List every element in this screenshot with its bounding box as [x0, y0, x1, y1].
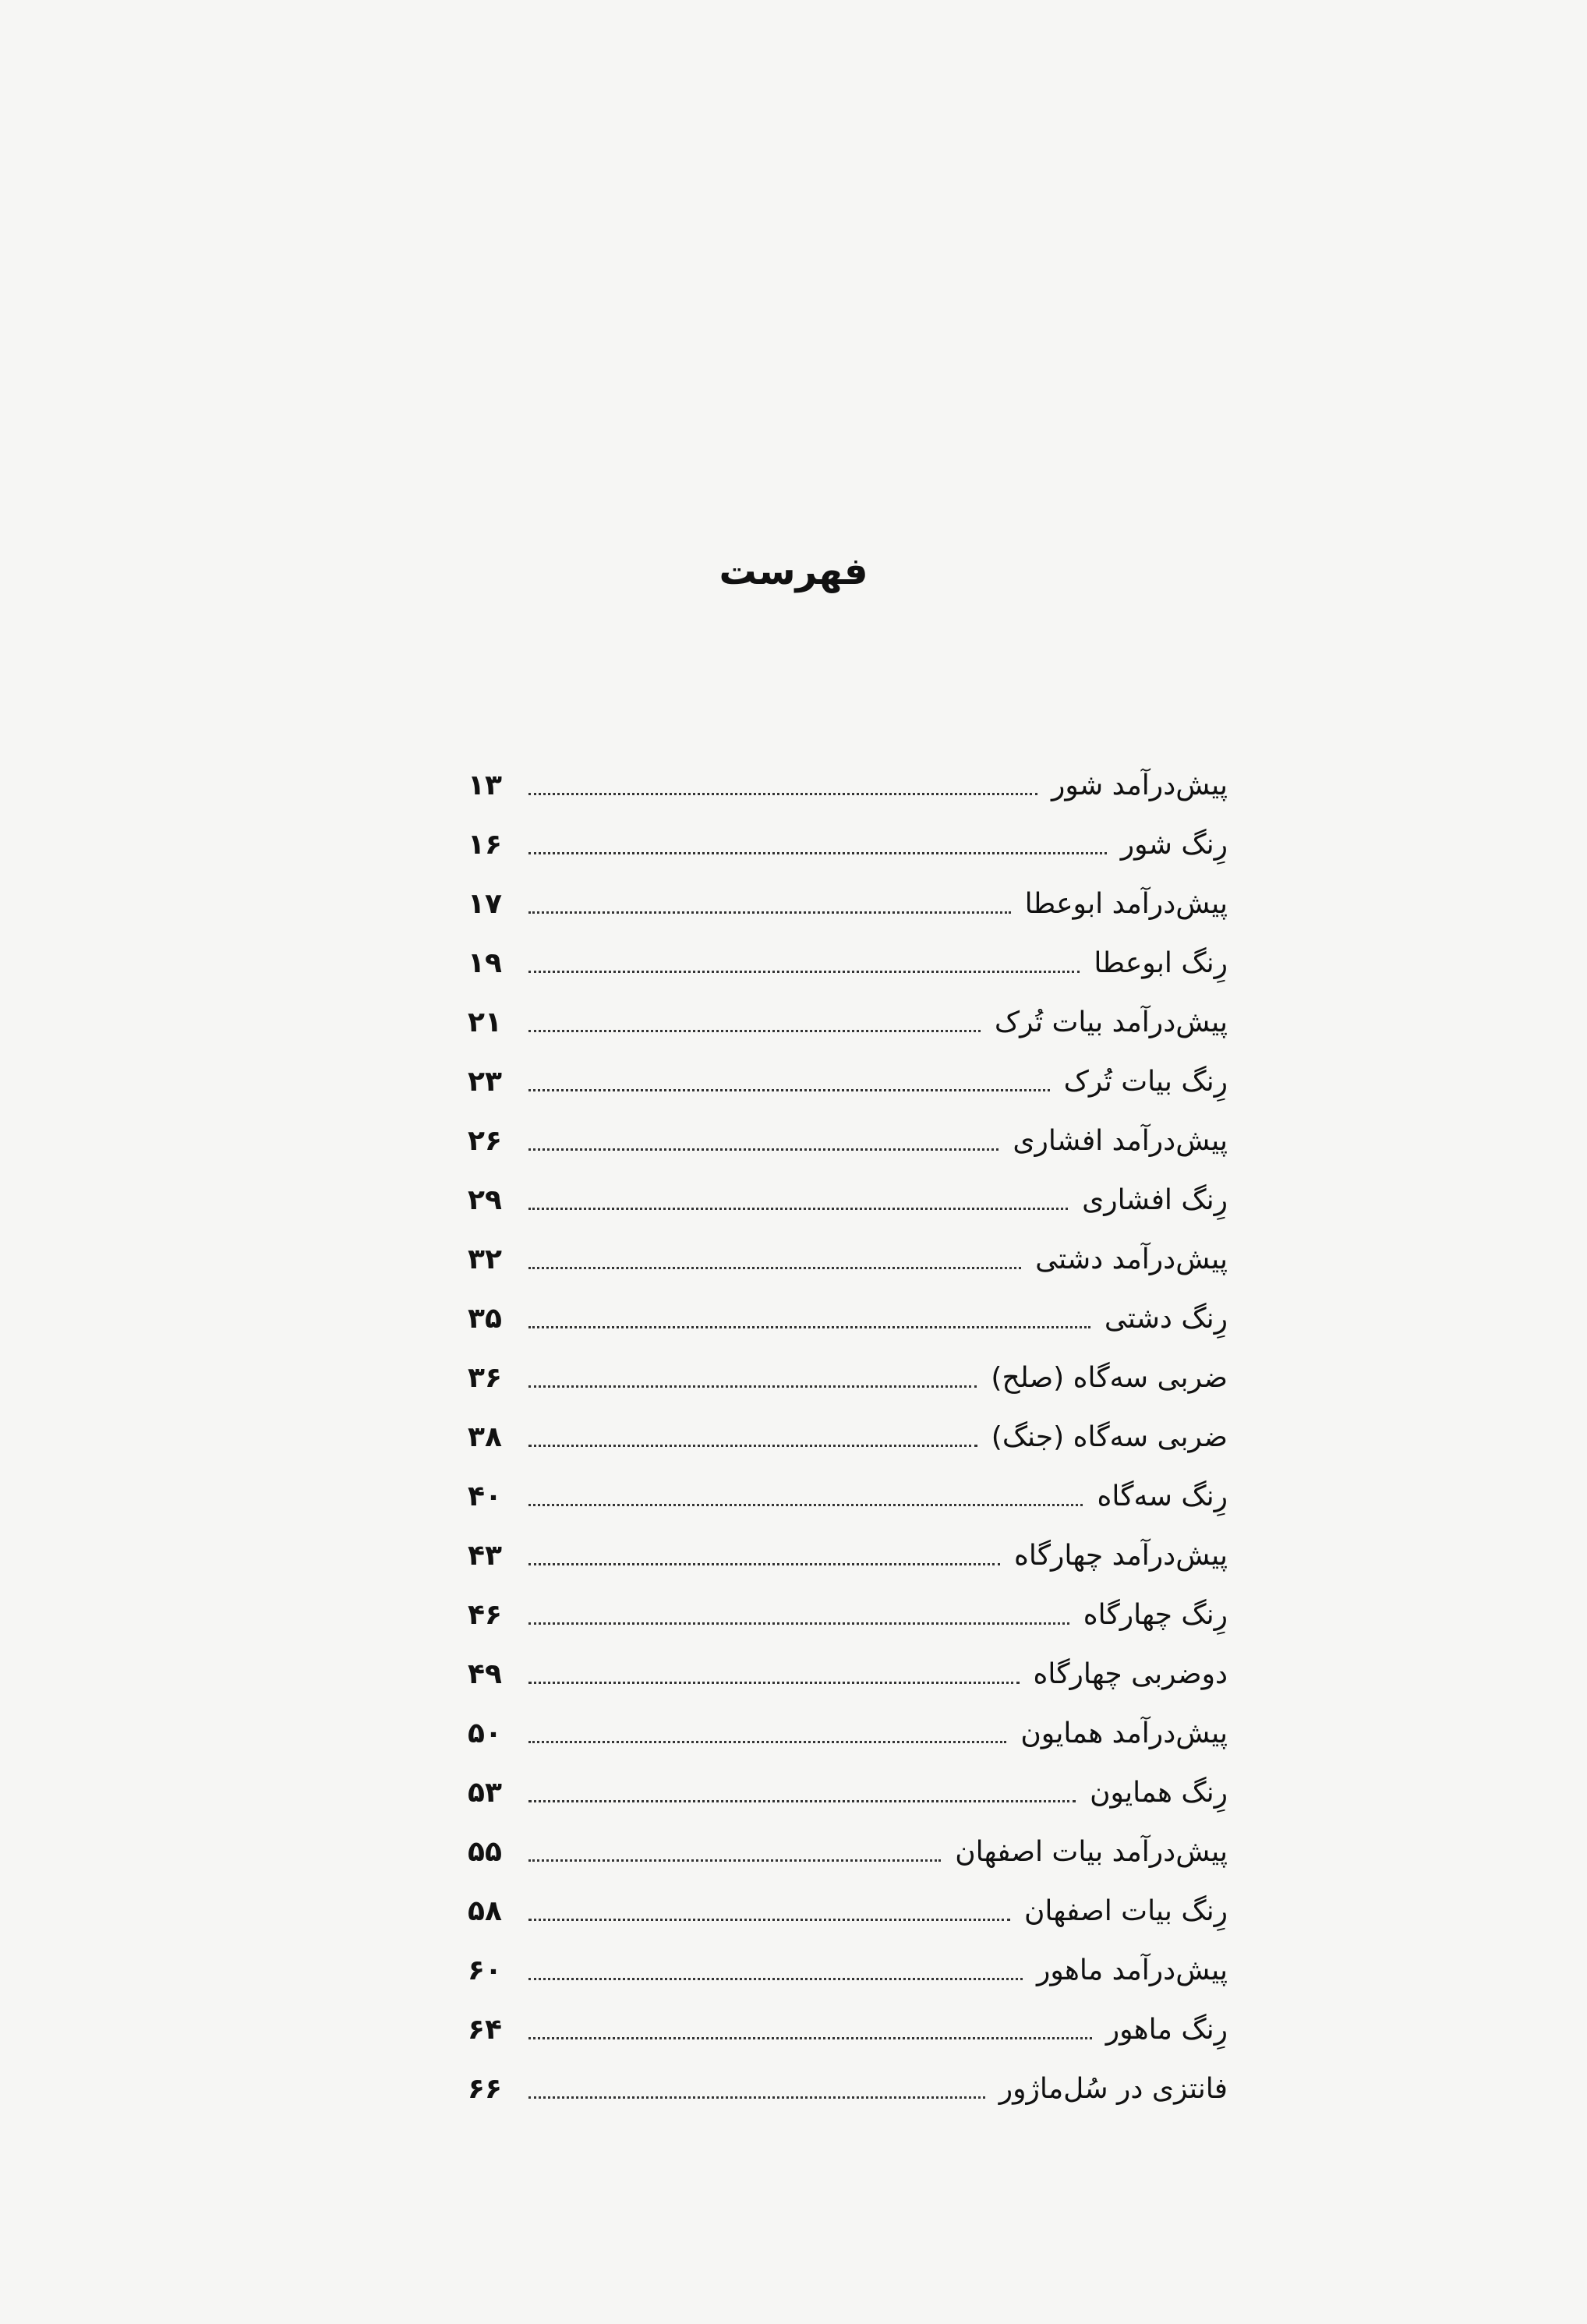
toc-entry-page-number: ۵۵	[468, 1836, 502, 1868]
toc-entry-page-number: ۱۶	[468, 829, 502, 861]
toc-entry-page-number: ۱۳	[468, 769, 502, 801]
toc-entry	[468, 1452, 1228, 1511]
dot-leader	[528, 911, 1011, 914]
toc-entry	[468, 1215, 1228, 1274]
toc-entry-page-number: ۴۶	[468, 1599, 502, 1631]
toc-entry-page-number: ۶۴	[468, 2014, 502, 2046]
toc-entry	[468, 741, 1228, 800]
toc-entry-page-number: ۵۰	[468, 1717, 502, 1749]
toc-entry-title: رِنگ ماهور	[1105, 2014, 1228, 2046]
toc-entry	[468, 1037, 1228, 1096]
toc-entry	[468, 978, 1228, 1037]
toc-entry-page-number: ۵۳	[468, 1777, 502, 1809]
toc-entry-page-number: ۴۳	[468, 1540, 502, 1572]
dot-leader	[528, 1030, 981, 1032]
dot-leader	[528, 1208, 1068, 1210]
dot-leader	[528, 1089, 1050, 1091]
toc-entry-page-number: ۴۹	[468, 1658, 502, 1690]
toc-entry-title: پیش‌درآمد شور	[1052, 769, 1228, 801]
table-of-contents	[468, 741, 1228, 2103]
toc-entry	[468, 1392, 1228, 1452]
toc-entry-page-number: ۳۶	[468, 1362, 502, 1394]
toc-entry-title: فانتزی در سُل‌ماژور	[999, 2073, 1228, 2105]
toc-entry-title: رِنگ افشاری	[1082, 1184, 1228, 1216]
toc-entry-title: رِنگ شور	[1120, 829, 1228, 861]
toc-entry-page-number: ۳۵	[468, 1303, 502, 1335]
toc-entry	[468, 1689, 1228, 1748]
toc-entry	[468, 1096, 1228, 1155]
toc-entry	[468, 1274, 1228, 1333]
dot-leader	[528, 971, 1080, 973]
toc-entry-title: پیش‌درآمد همایون	[1020, 1717, 1228, 1749]
toc-entry-page-number: ۴۰	[468, 1480, 502, 1512]
toc-entry-page-number: ۲۹	[468, 1184, 502, 1216]
dot-leader	[528, 1919, 1010, 1921]
toc-entry-title: رِنگ ابوعطا	[1094, 947, 1228, 979]
toc-entry	[468, 1807, 1228, 1866]
dot-leader	[528, 1800, 1076, 1802]
toc-entry-title: پیش‌درآمد افشاری	[1013, 1125, 1228, 1157]
toc-entry-title: پیش‌درآمد بیات تُرک	[994, 1006, 1228, 1038]
toc-entry-page-number: ۱۷	[468, 888, 502, 920]
dot-leader	[528, 1563, 1000, 1565]
toc-entry-page-number: ۵۸	[468, 1895, 502, 1927]
dot-leader	[528, 2096, 985, 2099]
toc-entry	[468, 859, 1228, 918]
toc-entry	[468, 918, 1228, 978]
toc-entry	[468, 1926, 1228, 1985]
toc-entry-title: رِنگ همایون	[1090, 1777, 1228, 1809]
dot-leader	[528, 1682, 1020, 1684]
toc-entry-title: پیش‌درآمد دشتی	[1035, 1243, 1228, 1275]
toc-entry-title: رِنگ بیات تُرک	[1063, 1066, 1228, 1098]
toc-entry-page-number: ۶۰	[468, 1954, 502, 1986]
dot-leader	[528, 852, 1107, 854]
dot-leader	[528, 2037, 1092, 2039]
toc-entry	[468, 1570, 1228, 1629]
dot-leader	[528, 793, 1037, 795]
toc-entry-title: رِنگ سه‌گاه	[1097, 1480, 1228, 1512]
toc-entry-title: رِنگ دشتی	[1104, 1303, 1228, 1335]
toc-entry-title: پیش‌درآمد ماهور	[1036, 1954, 1228, 1986]
toc-entry	[468, 1155, 1228, 1215]
toc-entry	[468, 1511, 1228, 1570]
dot-leader	[528, 1267, 1021, 1269]
toc-entry-title: رِنگ بیات اصفهان	[1023, 1895, 1228, 1927]
dot-leader	[528, 1978, 1023, 1980]
dot-leader	[528, 1148, 999, 1151]
toc-entry-page-number: ۳۲	[468, 1243, 502, 1275]
dot-leader	[528, 1326, 1090, 1328]
toc-entry	[468, 1333, 1228, 1392]
toc-entry	[468, 1629, 1228, 1689]
toc-entry-title: ضربی سه‌گاه (جنگ)	[991, 1421, 1228, 1453]
toc-entry	[468, 1866, 1228, 1926]
toc-entry-page-number: ۱۹	[468, 947, 502, 979]
toc-entry-page-number: ۲۳	[468, 1066, 502, 1098]
toc-entry-page-number: ۳۸	[468, 1421, 502, 1453]
toc-entry-page-number: ۲۶	[468, 1125, 502, 1157]
toc-entry	[468, 2044, 1228, 2103]
toc-entry-title: پیش‌درآمد ابوعطا	[1024, 888, 1228, 920]
toc-entry-title: پیش‌درآمد چهارگاه	[1014, 1540, 1228, 1572]
toc-entry-title: دوضربی چهارگاه	[1033, 1658, 1228, 1690]
toc-entry-page-number: ۲۱	[468, 1006, 502, 1038]
toc-entry-page-number: ۶۶	[468, 2073, 502, 2105]
dot-leader	[528, 1622, 1069, 1625]
toc-entry-title: پیش‌درآمد بیات اصفهان	[955, 1836, 1228, 1868]
toc-entry-title: ضربی سه‌گاه (صلح)	[991, 1362, 1228, 1394]
dot-leader	[528, 1859, 941, 1862]
dot-leader	[528, 1385, 977, 1388]
toc-entry	[468, 800, 1228, 859]
dot-leader	[528, 1741, 1006, 1743]
dot-leader	[528, 1445, 977, 1447]
dot-leader	[528, 1504, 1083, 1506]
page-title: فهرست	[719, 550, 868, 593]
toc-entry	[468, 1748, 1228, 1807]
toc-entry-title: رِنگ چهارگاه	[1083, 1599, 1228, 1631]
toc-entry	[468, 1985, 1228, 2044]
